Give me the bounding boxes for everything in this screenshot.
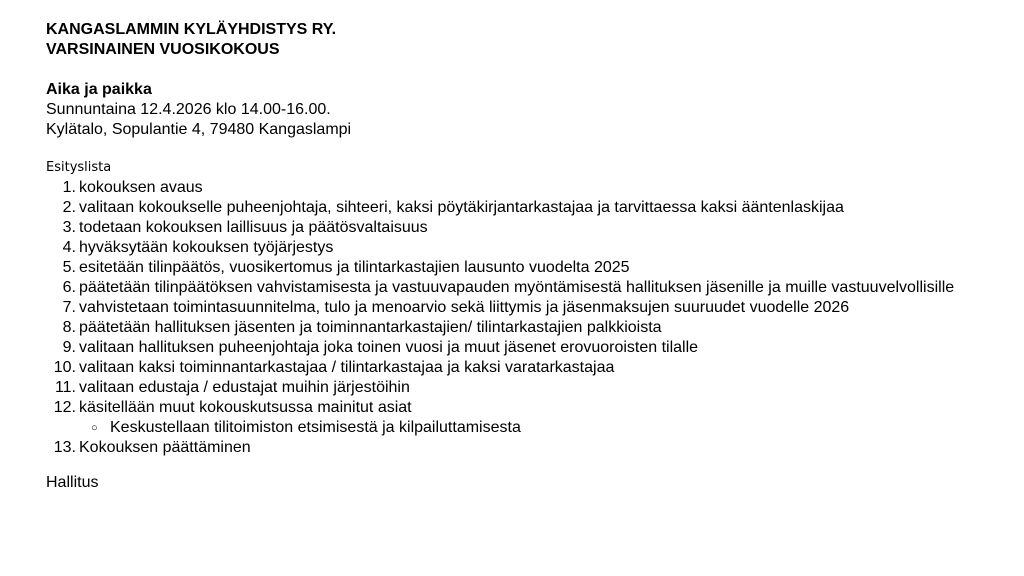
meeting-place: Kylätalo, Sopulantie 4, 79480 Kangaslampi	[46, 121, 352, 138]
document-body	[46, 20, 1006, 493]
meeting-title: VARSINAINEN VUOSIKOKOUS	[46, 41, 280, 58]
agenda-item-text: valitaan kokoukselle puheenjohtaja, sihteeri, kaksi pöytäkirjantarkastajaa ja tarvittaessa kaksi ääntenlaskijaa	[79, 199, 844, 216]
agenda-item-text: todetaan kokouksen laillisuus ja päätösvaltaisuus	[79, 219, 428, 236]
agenda-item	[46, 278, 1006, 298]
agenda-item-number: 3.	[62, 219, 76, 236]
agenda-item-text: hyväksytään kokouksen työjärjestys	[79, 239, 334, 256]
agenda-item-number: 6.	[62, 279, 76, 296]
agenda-item	[46, 378, 1006, 398]
agenda-item	[46, 398, 1006, 438]
agenda-item-number: 4.	[62, 239, 76, 256]
signature: Hallitus	[46, 474, 99, 491]
agenda-item-text: vahvistetaan toimintasuunnitelma, tulo ja menoarvio sekä liittymis ja jäsenmaksujen suuruudet vuodelle 2026	[79, 299, 850, 316]
agenda-item-text: päätetään tilinpäätöksen vahvistamisesta ja vastuuvapauden myöntämisestä hallituksen jäsenille ja muille vastuuvelvollisille	[79, 279, 955, 296]
meeting-time: Sunnuntaina 12.4.2026 klo 14.00-16.00.	[46, 101, 331, 118]
agenda-item	[46, 178, 1006, 198]
agenda-item-number: 8.	[62, 319, 76, 336]
agenda-subitem-text: Keskustellaan tilitoimiston etsimisestä ja kilpailuttamisesta	[110, 419, 521, 436]
agenda-item-number: 13.	[53, 439, 76, 456]
agenda-item-number: 12.	[53, 399, 76, 416]
agenda-subitem	[46, 418, 1006, 438]
agenda-heading: Esityslista	[46, 160, 112, 175]
agenda-item-number: 5.	[62, 259, 76, 276]
agenda-item	[46, 298, 1006, 318]
agenda-item	[46, 238, 1006, 258]
agenda-item-text: valitaan edustaja / edustajat muihin järjestöihin	[79, 379, 410, 396]
agenda-item-number: 11.	[54, 379, 76, 396]
time-place-heading: Aika ja paikka	[46, 81, 152, 98]
agenda-item-text: käsitellään muut kokouskutsussa mainitut asiat	[79, 399, 412, 416]
agenda-item	[46, 218, 1006, 238]
agenda-item-number: 10.	[53, 359, 76, 376]
agenda-item	[46, 358, 1006, 378]
agenda-item	[46, 198, 1006, 218]
agenda-item	[46, 438, 1006, 458]
hollow-circle-bullet-icon: ○	[91, 422, 98, 434]
agenda-item-number: 2.	[62, 199, 76, 216]
agenda-item-text: kokouksen avaus	[79, 179, 203, 196]
agenda-sublist	[79, 418, 1006, 438]
agenda-item-text: valitaan kaksi toiminnantarkastajaa / tilintarkastajaa ja kaksi varatarkastajaa	[79, 359, 615, 376]
agenda-item-text: esitetään tilinpäätös, vuosikertomus ja tilintarkastajien lausunto vuodelta 2025	[79, 259, 630, 276]
agenda-item-text: Kokouksen päättäminen	[79, 439, 251, 456]
agenda-item-number: 7.	[62, 299, 76, 316]
agenda-item-number: 1.	[62, 179, 76, 196]
agenda-item-text: päätetään hallituksen jäsenten ja toiminnantarkastajien/ tilintarkastajien palkkioista	[79, 319, 662, 336]
agenda-item	[46, 338, 1006, 358]
agenda-item	[46, 258, 1006, 278]
agenda-item-text: valitaan hallituksen puheenjohtaja joka toinen vuosi ja muut jäsenet erovuoroisten tilalle	[79, 339, 699, 356]
agenda-item	[46, 318, 1006, 338]
agenda-item-number: 9.	[62, 339, 76, 356]
association-name: KANGASLAMMIN KYLÄYHDISTYS RY.	[46, 21, 337, 38]
agenda-list	[46, 178, 1006, 458]
